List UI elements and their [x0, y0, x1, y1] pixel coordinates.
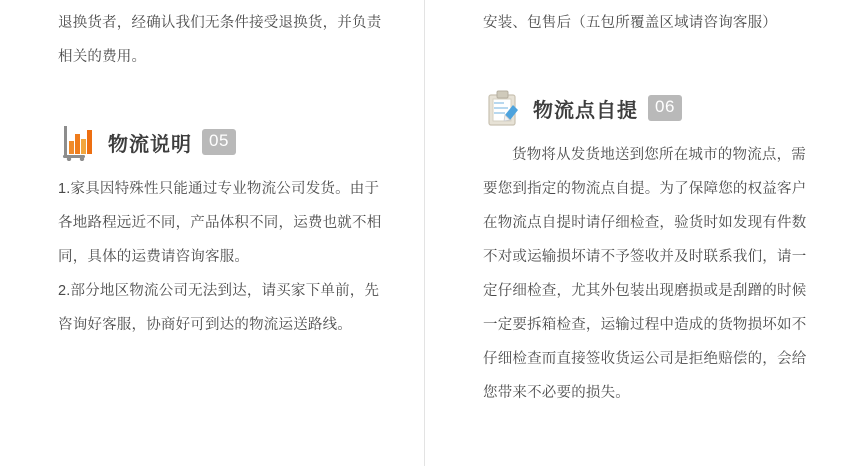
pickup-line-1: 货物将从发货地送到您所在城市的物流点，需: [512, 147, 806, 163]
logistics-section-number: 05: [202, 129, 236, 155]
left-carryover-line-2: 相关的费用。: [58, 49, 147, 65]
logistics-line-5: 咨询好客服，协商好可到达的物流运送路线。: [58, 317, 352, 333]
left-carryover-line-1: 退换货者，经确认我们无条件接受退换货，并负责: [58, 15, 382, 31]
pickup-line-7: 仔细检查而直接签收货运公司是拒绝赔偿的，会给: [483, 351, 807, 367]
left-carryover-text: [58, 0, 394, 74]
clipboard-icon: [483, 89, 523, 127]
right-carryover-line-1: 安装、包售后（五包所覆盖区域请咨询客服）: [483, 15, 777, 31]
pickup-line-3: 在物流点自提时请仔细检查，验货时如发现有件数: [483, 215, 807, 231]
logistics-body: [58, 172, 394, 342]
pickup-section-number: 06: [648, 95, 682, 121]
logistics-line-2: 各地路程远近不同，产品体积不同，运费也就不相: [58, 215, 382, 231]
logistics-section-header: [58, 122, 394, 162]
pickup-line-8: 您带来不必要的损失。: [483, 385, 630, 401]
logistics-line-3: 同，具体的运费请咨询客服。: [58, 249, 250, 265]
left-column: [0, 0, 424, 342]
pickup-line-2: 要您到指定的物流点自提。为了保障您的权益客户: [483, 181, 807, 197]
logistics-cart-icon: [58, 123, 98, 161]
pickup-line-5: 定仔细检查，尤其外包装出现磨损或是刮蹭的时候: [483, 283, 807, 299]
logistics-section-title: 物流说明: [108, 133, 192, 156]
logistics-line-1: 1.家具因特殊性只能通过专业物流公司发货。由于: [58, 181, 380, 197]
pickup-section-title: 物流点自提: [533, 99, 638, 122]
pickup-body: [483, 138, 810, 410]
pickup-section-header: [483, 88, 810, 128]
right-column: [425, 0, 850, 410]
pickup-line-6: 一定要拆箱检查，运输过程中造成的货物损坏如不: [483, 317, 807, 333]
logistics-line-4: 2.部分地区物流公司无法到达，请买家下单前，先: [58, 283, 380, 299]
pickup-line-4: 不对或运输损坏请不予签收并及时联系我们，请一: [483, 249, 807, 265]
right-carryover-text: [483, 0, 810, 40]
